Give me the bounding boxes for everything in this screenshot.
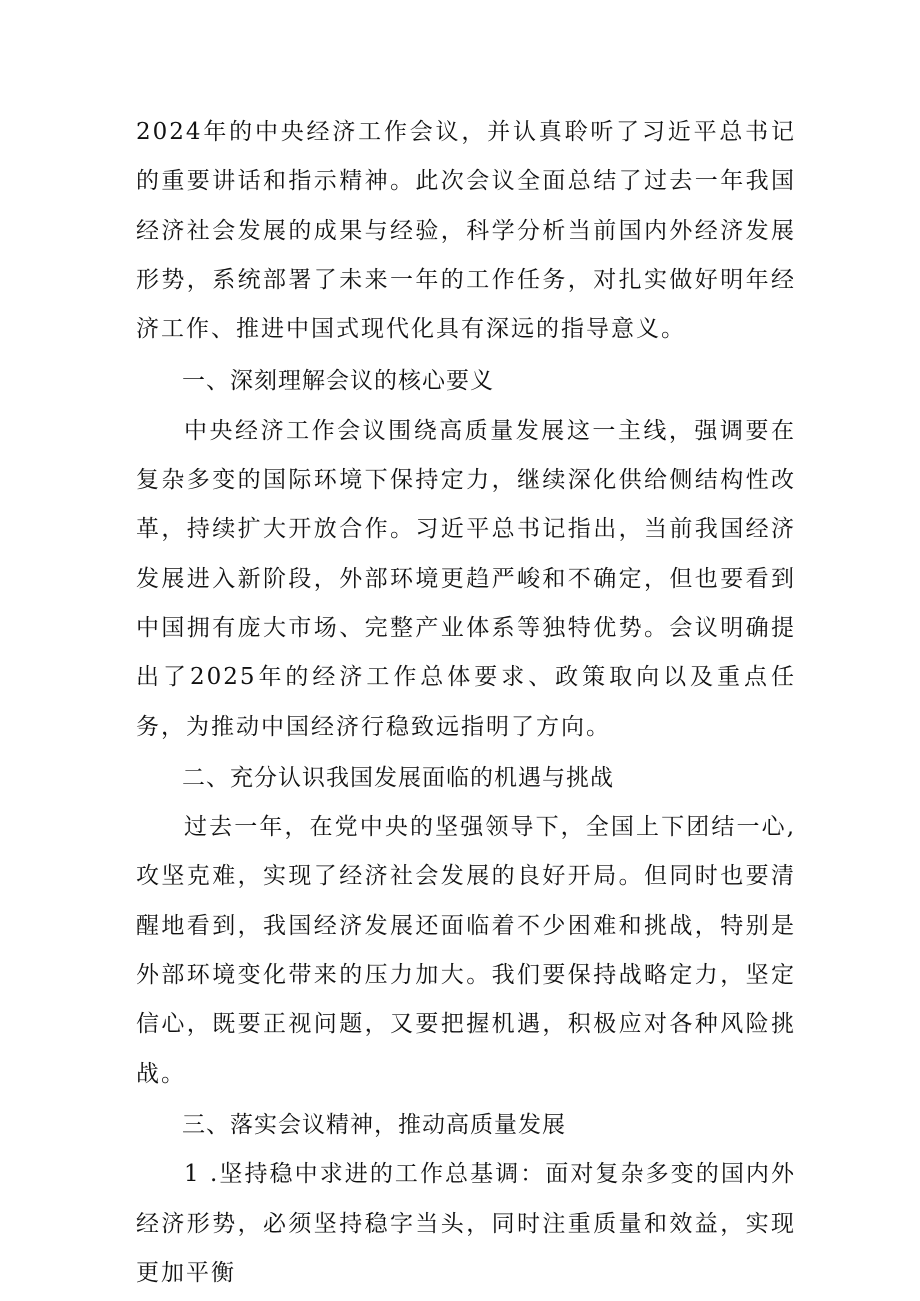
section-body-2: 过去一年，在党中央的坚强领导下，全国上下团结一心,攻坚克难，实现了经济社会发展的良好开局。但同时也要清醒地看到，我国经济发展还面临着不少困难和挑战，特别是外部环境变化带来的压力加大。我们要保持战略定力，坚定信心，既要正视问题，又要把握机遇，积极应对各种风险挑战。 (136, 814, 796, 1087)
intro-paragraph: 2024年的中央经济工作会议，并认真聆听了习近平总书记的重要讲话和指示精神。此次会议全面总结了过去一年我国经济社会发展的成果与经验，科学分析当前国内外经济发展形势，系统部署了未来一年的工作任务，对扎实做好明年经济工作、推进中国式现代化具有深远的指导意义。 (136, 119, 796, 343)
document-page (136, 108, 796, 1298)
section-heading-2: 二、充分认识我国发展面临的机遇与挑战 (182, 764, 614, 791)
section-heading-1: 一、深刻理解会议的核心要义 (182, 368, 494, 395)
section-body-1: 中央经济工作会议围绕高质量发展这一主线，强调要在复杂多变的国际环境下保持定力，继续深化供给侧结构性改革，持续扩大开放合作。习近平总书记指出，当前我国经济发展进入新阶段，外部环境更趋严峻和不确定，但也要看到中国拥有庞大市场、完整产业体系等独特优势。会议明确提出了2025年的经济工作总体要求、政策取向以及重点任务，为推动中国经济行稳致远指明了方向。 (136, 417, 796, 740)
section-body-3: 1 .坚持稳中求进的工作总基调：面对复杂多变的国内外经济形势，必须坚持稳字当头，同时注重质量和效益，实现更加平衡 (136, 1161, 796, 1286)
section-heading-3: 三、落实会议精神，推动高质量发展 (182, 1111, 566, 1138)
